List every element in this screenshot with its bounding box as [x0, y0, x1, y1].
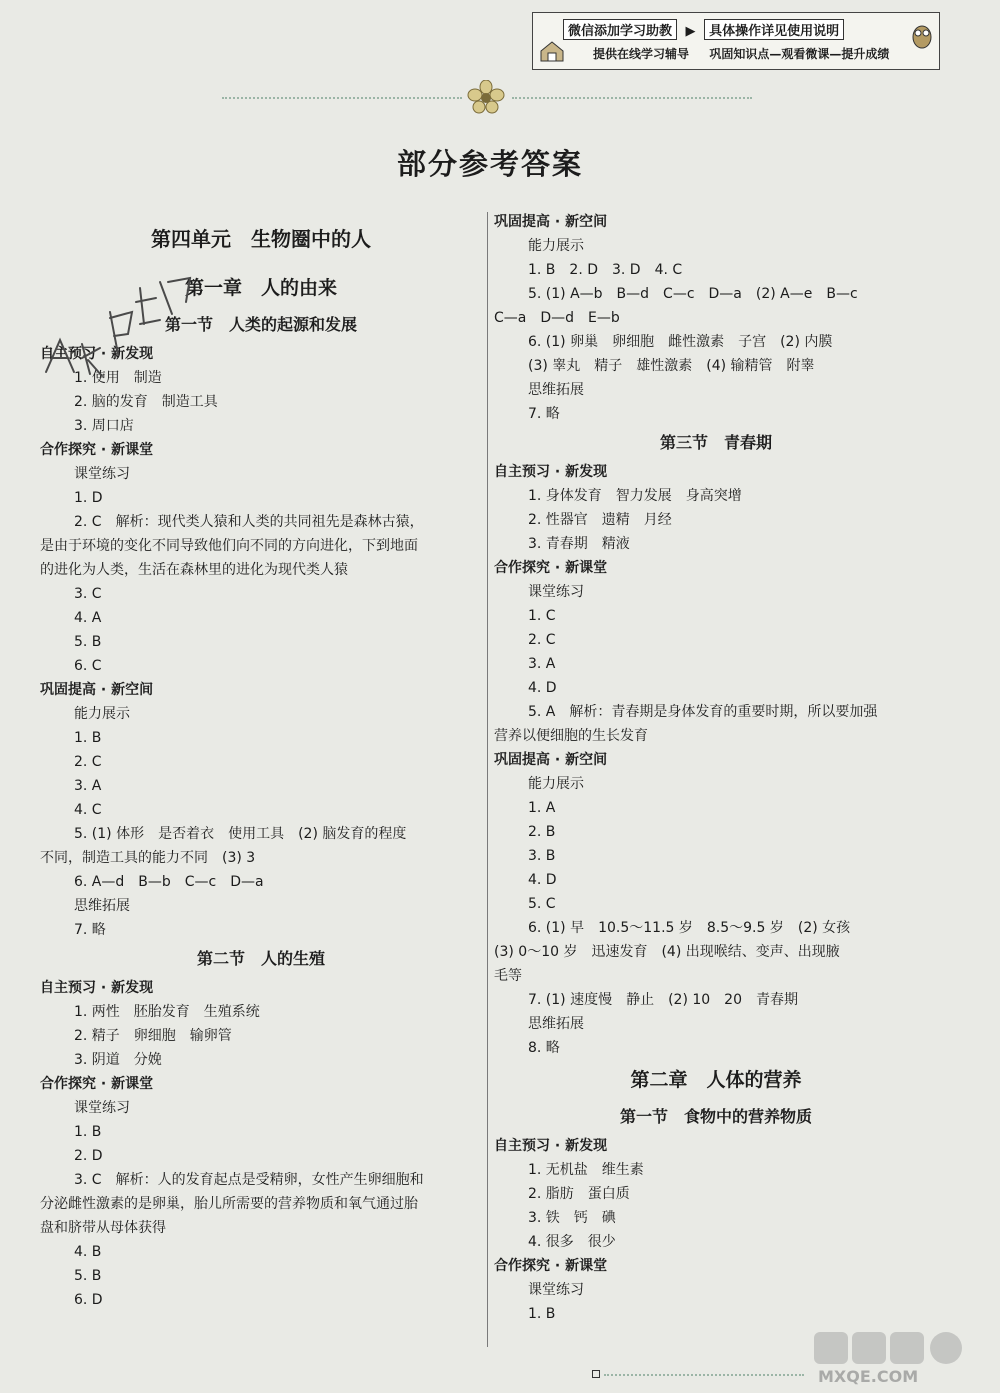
header-divider-right [512, 97, 752, 99]
subsection-label: 思维拓展 [74, 898, 130, 914]
answer-line: (3) 睾丸 精子 雄性激素 (4) 输精管 附睾 [528, 358, 815, 374]
answer-line: 1. 使用 制造 [74, 370, 162, 386]
answer-line: 3. 阴道 分娩 [74, 1052, 162, 1068]
banner-tag: 微信添加学习助教 [563, 19, 677, 40]
answer-line: 3. 铁 钙 碘 [528, 1210, 616, 1226]
answer-line: 3. B [528, 848, 556, 864]
answer-line: 毛等 [494, 968, 522, 984]
answer-line: 不同，制造工具的能力不同 (3) 3 [40, 850, 256, 866]
subsection-label: 课堂练习 [74, 1100, 130, 1116]
answer-line: (3) 0～10 岁 迅速发育 (4) 出现喉结、变声、出现腋 [494, 944, 840, 960]
unit-heading: 第四单元 生物圈中的人 [151, 227, 371, 251]
answer-line: 3. 周口店 [74, 418, 134, 434]
answer-line: 7. 略 [74, 922, 106, 938]
answer-line: 的进化为人类，生活在森林里的进化为现代类人猿 [40, 562, 348, 578]
lesson-heading: 第二节 人的生殖 [196, 949, 325, 968]
answer-line: 7. 略 [528, 406, 560, 422]
answer-line: 4. D [528, 680, 557, 696]
arrow-right-icon: ▶ [685, 24, 696, 39]
answer-line: 2. C [74, 754, 102, 770]
answer-line: 5. (1) 体形 是否着衣 使用工具 (2) 脑发育的程度 [74, 826, 407, 842]
answer-line: 2. C 解析：现代类人猿和人类的共同祖先是森林古猿， [74, 514, 424, 530]
answer-line: 2. 性器官 遗精 月经 [528, 512, 672, 528]
answer-line: 6. (1) 卵巢 卵细胞 雌性激素 子宫 (2) 内膜 [528, 334, 833, 350]
section-heading: 自主预习 · 新发现 [40, 346, 154, 362]
subsection-label: 能力展示 [74, 706, 130, 722]
wechat-banner [532, 12, 940, 70]
answer-line: 1. B [74, 730, 102, 746]
subsection-label: 思维拓展 [528, 382, 584, 398]
lesson-heading: 第一节 食物中的营养物质 [619, 1107, 812, 1126]
answer-line: 5. B [74, 634, 102, 650]
answer-line: 6. (1) 早 10.5～11.5 岁 8.5～9.5 岁 (2) 女孩 [528, 920, 851, 936]
watermark-logo [810, 1328, 970, 1388]
banner-line2 [593, 45, 889, 62]
answer-line: 3. C 解析：人的发育起点是受精卵，女性产生卵细胞和 [74, 1172, 424, 1188]
owl-icon [911, 21, 933, 49]
answer-line: 2. 精子 卵细胞 输卵管 [74, 1028, 232, 1044]
banner-instructions: 具体操作详见使用说明 [704, 19, 844, 40]
subsection-label: 课堂练习 [528, 1282, 584, 1298]
answer-line: 6. D [74, 1292, 103, 1308]
answer-line: 1. B 2. D 3. D 4. C [528, 262, 683, 278]
answer-line: 1. 两性 胚胎发育 生殖系统 [74, 1004, 260, 1020]
section-heading: 合作探究 · 新课堂 [494, 1258, 608, 1274]
answer-line: 5. C [528, 896, 556, 912]
svg-text:MXQE.COM: MXQE.COM [818, 1367, 919, 1386]
subsection-label: 思维拓展 [528, 1016, 584, 1032]
section-heading: 巩固提高 · 新空间 [40, 682, 154, 698]
answer-line: C—a D—d E—b [494, 310, 620, 326]
section-heading: 合作探究 · 新课堂 [40, 442, 154, 458]
answer-line: 1. A [528, 800, 556, 816]
answer-line: 分泌雌性激素的是卵巢，胎儿所需要的营养物质和氧气通过胎 [40, 1196, 418, 1212]
flower-icon [466, 80, 506, 114]
answer-line: 1. D [74, 490, 103, 506]
answer-line: 1. 无机盐 维生素 [528, 1162, 644, 1178]
banner-line1 [563, 19, 844, 40]
section-heading: 巩固提高 · 新空间 [494, 752, 608, 768]
footer-divider [604, 1374, 804, 1376]
answer-line: 3. A [528, 656, 556, 672]
answer-line: 4. D [528, 872, 557, 888]
answer-line: 1. B [74, 1124, 102, 1140]
section-heading: 合作探究 · 新课堂 [40, 1076, 154, 1092]
answer-line: 3. 青春期 精液 [528, 536, 630, 552]
answer-line: 盘和脐带从母体获得 [40, 1220, 166, 1236]
handwriting-scribble [40, 262, 210, 402]
chapter-heading: 第一章 人的由来 [184, 277, 337, 299]
answer-line: 4. B [74, 1244, 102, 1260]
right-column [494, 210, 938, 1326]
answer-line: 1. C [528, 608, 556, 624]
section-heading: 自主预习 · 新发现 [494, 1138, 608, 1154]
answer-line: 6. C [74, 658, 102, 674]
answer-line: 8. 略 [528, 1040, 560, 1056]
answer-line: 5. (1) A—b B—d C—c D—a (2) A—e B—c [528, 286, 858, 302]
section-heading: 自主预习 · 新发现 [40, 980, 154, 996]
page-marker [592, 1370, 600, 1378]
answer-line: 3. C [74, 586, 102, 602]
answer-line: 7. (1) 速度慢 静止 (2) 10 20 青春期 [528, 992, 798, 1008]
answer-line: 4. A [74, 610, 102, 626]
banner-line2-b: 巩固知识点—观看微课—提升成绩 [709, 47, 890, 61]
page-title: 部分参考答案 [396, 147, 583, 181]
answer-line: 2. D [74, 1148, 103, 1164]
lesson-heading: 第三节 青春期 [659, 433, 772, 452]
section-heading: 巩固提高 · 新空间 [494, 214, 608, 230]
answer-line: 2. 脑的发育 制造工具 [74, 394, 218, 410]
answer-line: 4. C [74, 802, 102, 818]
section-heading: 合作探究 · 新课堂 [494, 560, 608, 576]
answer-line: 营养以便细胞的生长发育 [494, 728, 648, 744]
subsection-label: 能力展示 [528, 776, 584, 792]
answer-line: 5. A 解析：青春期是身体发育的重要时期，所以要加强 [528, 704, 878, 720]
answer-line: 4. 很多 很少 [528, 1234, 616, 1250]
answer-line: 2. 脂肪 蛋白质 [528, 1186, 630, 1202]
answer-line: 1. B [528, 1306, 556, 1322]
answer-line: 1. 身体发育 智力发展 身高突增 [528, 488, 742, 504]
answer-line: 3. A [74, 778, 102, 794]
subsection-label: 课堂练习 [74, 466, 130, 482]
answer-line: 6. A—d B—b C—c D—a [74, 874, 264, 890]
house-icon [539, 39, 565, 63]
answer-line: 5. B [74, 1268, 102, 1284]
subsection-label: 课堂练习 [528, 584, 584, 600]
answer-line: 2. C [528, 632, 556, 648]
chapter-heading: 第二章 人体的营养 [630, 1069, 802, 1091]
answer-line: 是由于环境的变化不同导致他们向不同的方向进化，下到地面 [40, 538, 418, 554]
answer-line: 2. B [528, 824, 556, 840]
lesson-heading: 第一节 人类的起源和发展 [164, 315, 357, 334]
banner-line2-a: 提供在线学习辅导 [593, 47, 690, 61]
header-divider-left [222, 97, 462, 99]
column-divider [487, 212, 488, 1347]
section-heading: 自主预习 · 新发现 [494, 464, 608, 480]
subsection-label: 能力展示 [528, 238, 584, 254]
